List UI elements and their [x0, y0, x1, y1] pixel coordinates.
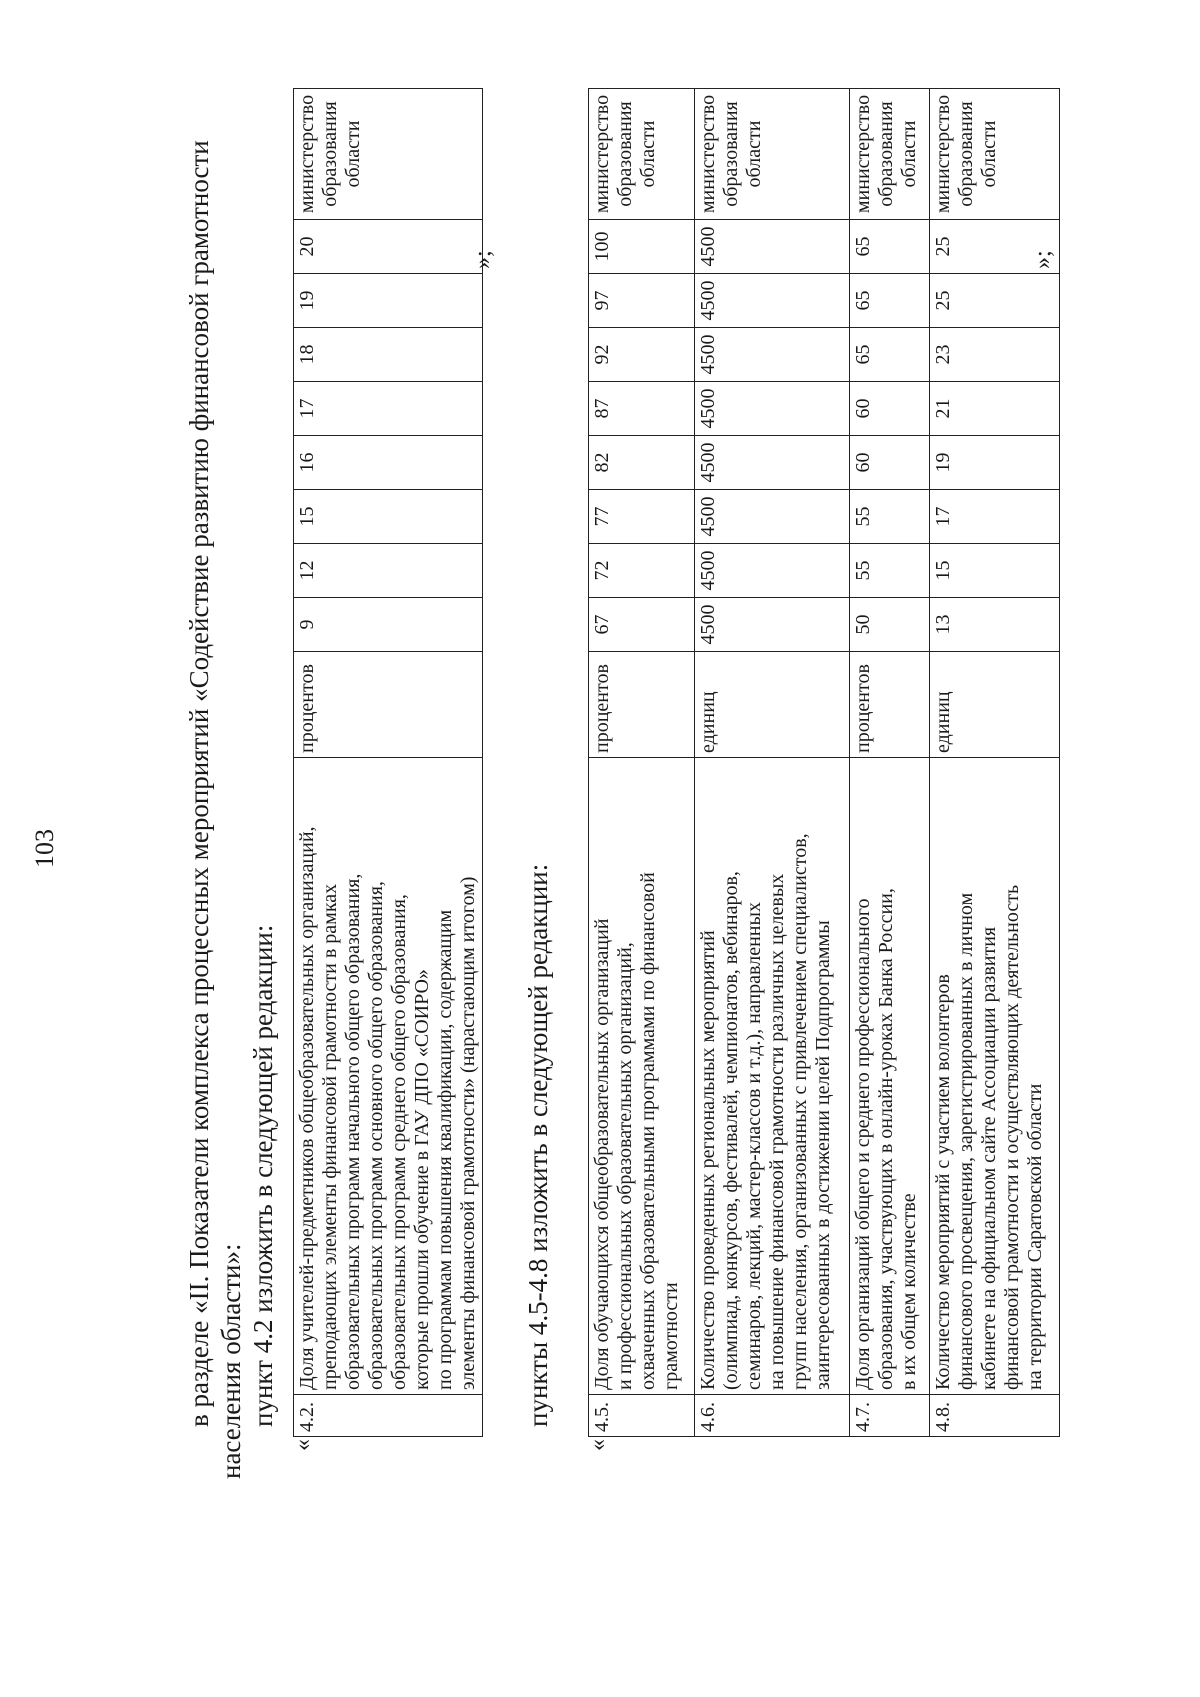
indicator-text-line: и профессиональных образовательных организаций, [614, 942, 636, 1390]
indicator-text-line: Количество проведенных региональных мероприятий [697, 930, 719, 1390]
indicator-value: 20 [294, 220, 483, 274]
indicator-text-line: на территории Саратовской области [1024, 1083, 1046, 1390]
indicator-text-line: образования, участвующих в онлайн-уроках Банка России, [875, 888, 897, 1390]
indicator-value: 60 [850, 382, 930, 436]
intro-paragraph [183, 140, 215, 1479]
table-row [695, 89, 850, 1437]
indicator-value: 100 [589, 220, 695, 274]
close-quote-1: »; [470, 250, 496, 269]
indicator-text-line: Доля учителей-предметников общеобразовательных организаций, [296, 826, 318, 1390]
indicator-value: 9 [294, 598, 483, 652]
responsible-text-line: образования [319, 101, 341, 207]
indicator-value: 21 [930, 382, 1060, 436]
indicator-value: 4500 [695, 274, 850, 328]
indicator-text-line: грамотности [660, 1282, 682, 1390]
indicator-name [589, 758, 695, 1395]
indicator-value: 17 [930, 490, 1060, 544]
indicator-value: 77 [589, 490, 695, 544]
indicator-value: 82 [589, 436, 695, 490]
indicator-text-line: (олимпиад, конкурсов, фестивалей, чемпионатов, вебинаров, [720, 871, 742, 1390]
indicator-text-line: образовательных программ среднего общего образования, [388, 894, 410, 1390]
indicator-text-line: охваченных образовательными программами по финансовой [637, 872, 659, 1390]
indicator-text-line: образовательных программ основного общего образования, [365, 881, 387, 1390]
indicator-name [850, 758, 930, 1395]
row-number: 4.8. [930, 1395, 1060, 1437]
page-number: 103 [30, 829, 59, 868]
table-row [930, 89, 1060, 1437]
indicator-text-line: семинаров, лекций, мастер-классов и т.д.), направленных [743, 902, 765, 1390]
indicator-value: 87 [589, 382, 695, 436]
unit-of-measure: процентов [294, 652, 483, 758]
indicator-text-line: заинтересованных в достижении целей Подпрограммы [812, 920, 834, 1390]
indicator-text-line: групп населения, организованных с привлечением специалистов, [789, 833, 811, 1390]
responsible-text-line: области [898, 120, 920, 188]
responsible-text-line: министерство [296, 94, 318, 214]
row-number: 4.6. [695, 1395, 850, 1437]
indicator-text-line: финансовой грамотности и осуществляющих деятельность [1001, 884, 1023, 1390]
responsible-body [850, 89, 930, 220]
responsible-text-line: министерство [697, 94, 719, 214]
indicator-name [695, 758, 850, 1395]
indicator-value: 67 [589, 598, 695, 652]
indicator-value: 12 [294, 544, 483, 598]
indicator-value: 19 [294, 274, 483, 328]
indicator-value: 65 [850, 220, 930, 274]
indicator-value: 4500 [695, 598, 850, 652]
indicator-text-line: элементы финансовой грамотности» (нарастающим итогом) [457, 876, 479, 1390]
responsible-text-line: министерство [932, 94, 954, 214]
indicator-value: 60 [850, 436, 930, 490]
indicator-text-line: которые прошли обучение в ГАУ ДПО «СОИРО» [411, 969, 433, 1390]
indicator-text-line: финансового просвещения, зарегистрированных в личном [955, 892, 977, 1390]
row-number: 4.7. [850, 1395, 930, 1437]
indicator-value: 4500 [695, 490, 850, 544]
unit-of-measure: процентов [589, 652, 695, 758]
indicator-value: 65 [850, 274, 930, 328]
responsible-body [589, 89, 695, 220]
indicator-value: 18 [294, 328, 483, 382]
indicator-value: 72 [589, 544, 695, 598]
row-number: 4.2. [294, 1395, 483, 1437]
indicator-value: 25 [930, 274, 1060, 328]
responsible-body [695, 89, 850, 220]
intro-line-2: населения области»: [216, 1243, 246, 1479]
instruction-2: пункты 4.5-4.8 изложить в следующей редакции: [523, 863, 553, 1427]
indicator-value: 15 [294, 490, 483, 544]
open-quote-2: « [585, 1439, 611, 1451]
indicator-value: 23 [930, 328, 1060, 382]
indicator-value: 4500 [695, 436, 850, 490]
responsible-text-line: области [978, 120, 1000, 188]
open-quote-1: « [290, 1439, 316, 1451]
indicator-value: 4500 [695, 328, 850, 382]
unit-of-measure: процентов [850, 652, 930, 758]
indicator-name [294, 758, 483, 1395]
unit-of-measure: единиц [695, 652, 850, 758]
indicator-value: 15 [930, 544, 1060, 598]
indicator-text-line: Доля организаций общего и среднего профессионального [852, 898, 874, 1390]
instruction-1: пункт 4.2 изложить в следующей редакции: [248, 924, 278, 1427]
indicator-value: 25 [930, 220, 1060, 274]
table-row [850, 89, 930, 1437]
indicator-value: 55 [850, 544, 930, 598]
table-row [589, 89, 695, 1437]
indicator-value: 4500 [695, 544, 850, 598]
close-quote-2: »; [1030, 250, 1056, 269]
indicator-text-line: образовательных программ начального общего образования, [342, 873, 364, 1390]
indicator-value: 16 [294, 436, 483, 490]
responsible-text-line: образования [614, 101, 636, 207]
indicator-text-line: Количество мероприятий с участием волонтеров [932, 974, 954, 1390]
indicator-value: 65 [850, 328, 930, 382]
responsible-body [930, 89, 1060, 220]
indicator-value: 92 [589, 328, 695, 382]
indicator-value: 4500 [695, 220, 850, 274]
indicator-value: 50 [850, 598, 930, 652]
indicator-value: 19 [930, 436, 1060, 490]
table-points-4-5-4-8 [588, 88, 1060, 1437]
responsible-text-line: области [637, 120, 659, 188]
responsible-body [294, 89, 483, 220]
table-point-4-2 [293, 88, 483, 1437]
indicator-text-line: Доля обучающихся общеобразовательных организаций [591, 918, 613, 1390]
responsible-text-line: образования [720, 101, 742, 207]
indicator-text-line: в их общем количестве [898, 1193, 920, 1390]
indicator-value: 4500 [695, 382, 850, 436]
indicator-text-line: преподающих элементы финансовой грамотности в рамках [319, 883, 341, 1390]
indicator-value: 17 [294, 382, 483, 436]
indicator-value: 13 [930, 598, 1060, 652]
indicator-value: 55 [850, 490, 930, 544]
responsible-text-line: области [743, 120, 765, 188]
indicator-text-line: по программам повышения квалификации, содержащим [434, 909, 456, 1390]
indicator-value: 97 [589, 274, 695, 328]
indicator-text-line: на повышение финансовой грамотности различных целевых [766, 873, 788, 1390]
intro-line-1: в разделе «II. Показатели комплекса процессных мероприятий «Содействие развитию финансовой грамотности [184, 140, 214, 1427]
indicator-name [930, 758, 1060, 1395]
indicator-text-line: кабинете на официальном сайте Ассоциации развития [978, 926, 1000, 1390]
table-row [294, 89, 483, 1437]
responsible-text-line: образования [875, 101, 897, 207]
responsible-text-line: министерство [852, 94, 874, 214]
responsible-text-line: образования [955, 101, 977, 207]
row-number: 4.5. [589, 1395, 695, 1437]
responsible-text-line: области [342, 120, 364, 188]
unit-of-measure: единиц [930, 652, 1060, 758]
responsible-text-line: министерство [591, 94, 613, 214]
